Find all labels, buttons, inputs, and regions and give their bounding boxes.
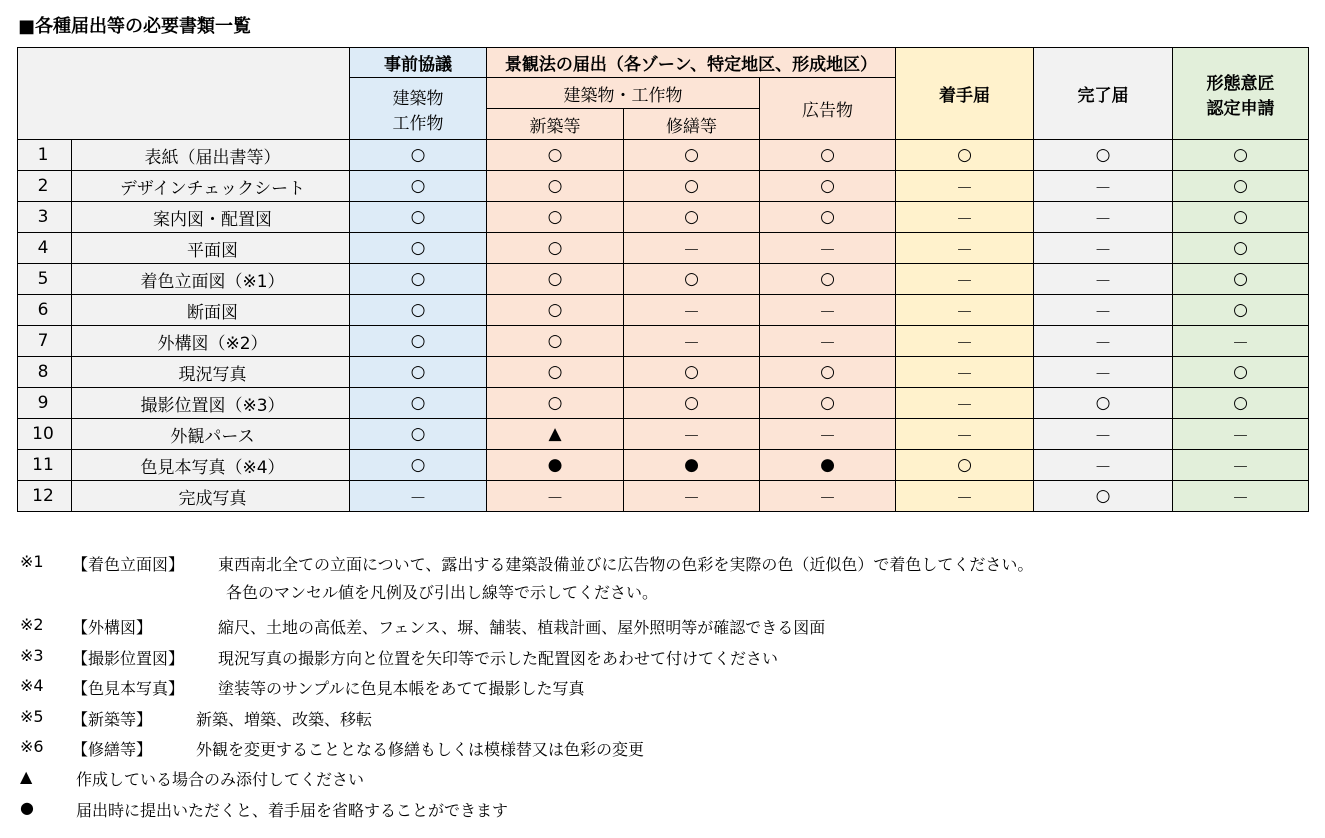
table-row xyxy=(18,419,1309,450)
cell-keitai: ○ xyxy=(1173,295,1309,326)
header-keitai-ishou xyxy=(1173,48,1309,140)
cell-shinchiku: ▲ xyxy=(487,419,624,450)
note-mark: ● xyxy=(20,798,34,817)
cell-kokoku: ● xyxy=(760,450,896,481)
page-title: ■各種届出等の必要書類一覧 xyxy=(18,16,252,37)
required-documents-table xyxy=(17,47,1309,512)
cell-jizen: ○ xyxy=(350,357,487,388)
cell-kokoku: － xyxy=(760,233,896,264)
cell-shuzen: ○ xyxy=(624,171,760,202)
row-number: 1 xyxy=(18,140,72,171)
cell-keitai: ○ xyxy=(1173,140,1309,171)
table-body xyxy=(18,140,1309,512)
note-mark: ※2 xyxy=(20,615,44,634)
cell-keitai: ○ xyxy=(1173,233,1309,264)
cell-jizen: ○ xyxy=(350,202,487,233)
row-number: 7 xyxy=(18,326,72,357)
cell-chakushu: － xyxy=(896,202,1034,233)
header-keikan-todokede: 景観法の届出（各ゾーン、特定地区、形成地区） xyxy=(487,48,896,78)
cell-chakushu: － xyxy=(896,171,1034,202)
table-row xyxy=(18,295,1309,326)
cell-kokoku: ○ xyxy=(760,388,896,419)
cell-shuzen: ○ xyxy=(624,264,760,295)
row-number: 11 xyxy=(18,450,72,481)
header-kenchiku-line1: 建築物 xyxy=(392,88,444,109)
document-name: 撮影位置図（※3） xyxy=(72,388,350,419)
cell-jizen: ○ xyxy=(350,326,487,357)
cell-kanryo: － xyxy=(1034,295,1173,326)
header-kanryo: 完了届 xyxy=(1034,48,1173,140)
header-keitai-line1: 形態意匠 xyxy=(1206,73,1275,94)
note-text: 塗装等のサンプルに色見本帳をあてて撮影した写真 xyxy=(218,679,585,698)
cell-jizen: ○ xyxy=(350,419,487,450)
cell-shuzen: ○ xyxy=(624,357,760,388)
cell-kokoku: ○ xyxy=(760,202,896,233)
cell-chakushu: － xyxy=(896,264,1034,295)
header-chakushu: 着手届 xyxy=(896,48,1034,140)
table-row xyxy=(18,264,1309,295)
cell-shinchiku: ○ xyxy=(487,140,624,171)
row-number: 4 xyxy=(18,233,72,264)
table-row xyxy=(18,481,1309,512)
row-number: 5 xyxy=(18,264,72,295)
cell-kanryo: － xyxy=(1034,171,1173,202)
cell-shuzen: － xyxy=(624,419,760,450)
header-jizen-kyogi: 事前協議 xyxy=(350,48,487,78)
cell-kokoku: － xyxy=(760,481,896,512)
cell-kanryo: － xyxy=(1034,264,1173,295)
cell-shuzen: － xyxy=(624,326,760,357)
document-name: 平面図 xyxy=(72,233,350,264)
cell-kanryo: － xyxy=(1034,233,1173,264)
row-number: 6 xyxy=(18,295,72,326)
cell-jizen: ○ xyxy=(350,388,487,419)
cell-shuzen: － xyxy=(624,233,760,264)
header-corner xyxy=(18,48,350,140)
cell-kokoku: ○ xyxy=(760,264,896,295)
cell-kanryo: － xyxy=(1034,326,1173,357)
row-number: 9 xyxy=(18,388,72,419)
header-keitai-line2: 認定申請 xyxy=(1206,98,1275,119)
table-row xyxy=(18,233,1309,264)
cell-shinchiku: ○ xyxy=(487,357,624,388)
note-text: 作成している場合のみ添付してください xyxy=(76,770,365,789)
cell-keitai: ○ xyxy=(1173,388,1309,419)
cell-kokoku: － xyxy=(760,295,896,326)
cell-jizen: ○ xyxy=(350,450,487,481)
cell-keitai: － xyxy=(1173,481,1309,512)
cell-keitai: ○ xyxy=(1173,264,1309,295)
cell-shinchiku: ● xyxy=(487,450,624,481)
document-name: 外構図（※2） xyxy=(72,326,350,357)
note-text: 外観を変更することとなる修繕もしくは模様替又は色彩の変更 xyxy=(196,740,645,759)
cell-shinchiku: ○ xyxy=(487,326,624,357)
table-row xyxy=(18,171,1309,202)
note-text: 新築、増築、改築、移転 xyxy=(196,710,373,729)
cell-kokoku: ○ xyxy=(760,357,896,388)
cell-chakushu: － xyxy=(896,295,1034,326)
note-mark: ※3 xyxy=(20,646,44,665)
cell-shinchiku: ○ xyxy=(487,171,624,202)
document-name: 外観パース xyxy=(72,419,350,450)
header-kenchiku-kosakubutsu xyxy=(350,78,487,140)
note-label: 【修繕等】 xyxy=(72,740,153,759)
note-mark: ※5 xyxy=(20,707,44,726)
cell-shuzen: ● xyxy=(624,450,760,481)
note-mark: ※1 xyxy=(20,552,44,571)
note-text: 縮尺、土地の高低差、フェンス、塀、舗装、植栽計画、屋外照明等が確認できる図面 xyxy=(218,618,826,637)
cell-keitai: ○ xyxy=(1173,357,1309,388)
note-label: 【着色立面図】 xyxy=(72,555,185,574)
note-mark: ※4 xyxy=(20,676,44,695)
cell-kanryo: － xyxy=(1034,419,1173,450)
cell-shinchiku: ○ xyxy=(487,295,624,326)
cell-shuzen: ○ xyxy=(624,140,760,171)
table-row xyxy=(18,388,1309,419)
table-row xyxy=(18,140,1309,171)
cell-jizen: ○ xyxy=(350,140,487,171)
cell-keitai: － xyxy=(1173,419,1309,450)
note-text: 現況写真の撮影方向と位置を矢印等で示した配置図をあわせて付けてください xyxy=(218,649,779,668)
header-kenchiku-line2: 工作物 xyxy=(392,113,444,134)
cell-chakushu: － xyxy=(896,419,1034,450)
cell-chakushu: － xyxy=(896,326,1034,357)
document-name: 表紙（届出書等） xyxy=(72,140,350,171)
row-number: 12 xyxy=(18,481,72,512)
note-mark: ※6 xyxy=(20,737,44,756)
cell-shinchiku: ○ xyxy=(487,388,624,419)
cell-jizen: ○ xyxy=(350,264,487,295)
cell-kanryo: － xyxy=(1034,357,1173,388)
table-row xyxy=(18,202,1309,233)
header-tatemono-kosakubutsu: 建築物・工作物 xyxy=(487,78,760,109)
document-name: 完成写真 xyxy=(72,481,350,512)
row-number: 2 xyxy=(18,171,72,202)
cell-keitai: － xyxy=(1173,450,1309,481)
cell-kokoku: － xyxy=(760,326,896,357)
header-shuzen: 修繕等 xyxy=(624,109,760,140)
table-row xyxy=(18,326,1309,357)
table-row xyxy=(18,450,1309,481)
cell-shuzen: － xyxy=(624,481,760,512)
row-number: 8 xyxy=(18,357,72,388)
cell-shuzen: － xyxy=(624,295,760,326)
document-name: 案内図・配置図 xyxy=(72,202,350,233)
cell-jizen: ○ xyxy=(350,295,487,326)
document-name: デザインチェックシート xyxy=(72,171,350,202)
cell-jizen: ○ xyxy=(350,171,487,202)
cell-chakushu: － xyxy=(896,481,1034,512)
document-name: 現況写真 xyxy=(72,357,350,388)
cell-chakushu: ○ xyxy=(896,140,1034,171)
cell-shinchiku: － xyxy=(487,481,624,512)
document-name: 着色立面図（※1） xyxy=(72,264,350,295)
document-name: 色見本写真（※4） xyxy=(72,450,350,481)
header-shinchiku: 新築等 xyxy=(487,109,624,140)
note-text: 東西南北全ての立面について、露出する建築設備並びに広告物の色彩を実際の色（近似色）で着色してください。 xyxy=(218,555,1034,574)
cell-kanryo: － xyxy=(1034,450,1173,481)
cell-chakushu: ○ xyxy=(896,450,1034,481)
note-label: 【色見本写真】 xyxy=(72,679,185,698)
cell-kanryo: ○ xyxy=(1034,388,1173,419)
cell-shinchiku: ○ xyxy=(487,202,624,233)
table-row xyxy=(18,357,1309,388)
cell-kokoku: ○ xyxy=(760,140,896,171)
cell-chakushu: － xyxy=(896,388,1034,419)
cell-shuzen: ○ xyxy=(624,388,760,419)
cell-kanryo: ○ xyxy=(1034,481,1173,512)
cell-chakushu: － xyxy=(896,357,1034,388)
note-label: 【撮影位置図】 xyxy=(72,649,185,668)
note-text: 届出時に提出いただくと、着手届を省略することができます xyxy=(76,801,509,820)
note-label: 【新築等】 xyxy=(72,710,153,729)
cell-kanryo: － xyxy=(1034,202,1173,233)
cell-shuzen: ○ xyxy=(624,202,760,233)
cell-jizen: － xyxy=(350,481,487,512)
cell-kanryo: ○ xyxy=(1034,140,1173,171)
cell-jizen: ○ xyxy=(350,233,487,264)
row-number: 3 xyxy=(18,202,72,233)
cell-keitai: － xyxy=(1173,326,1309,357)
cell-chakushu: － xyxy=(896,233,1034,264)
cell-shinchiku: ○ xyxy=(487,264,624,295)
cell-keitai: ○ xyxy=(1173,202,1309,233)
row-number: 10 xyxy=(18,419,72,450)
note-label: 【外構図】 xyxy=(72,618,153,637)
cell-shinchiku: ○ xyxy=(487,233,624,264)
header-kokokubutsu: 広告物 xyxy=(760,78,896,140)
document-name: 断面図 xyxy=(72,295,350,326)
cell-keitai: ○ xyxy=(1173,171,1309,202)
cell-kokoku: ○ xyxy=(760,171,896,202)
note-text-continued: 各色のマンセル値を凡例及び引出し線等で示してください。 xyxy=(226,583,659,602)
cell-kokoku: － xyxy=(760,419,896,450)
note-mark: ▲ xyxy=(20,767,33,786)
